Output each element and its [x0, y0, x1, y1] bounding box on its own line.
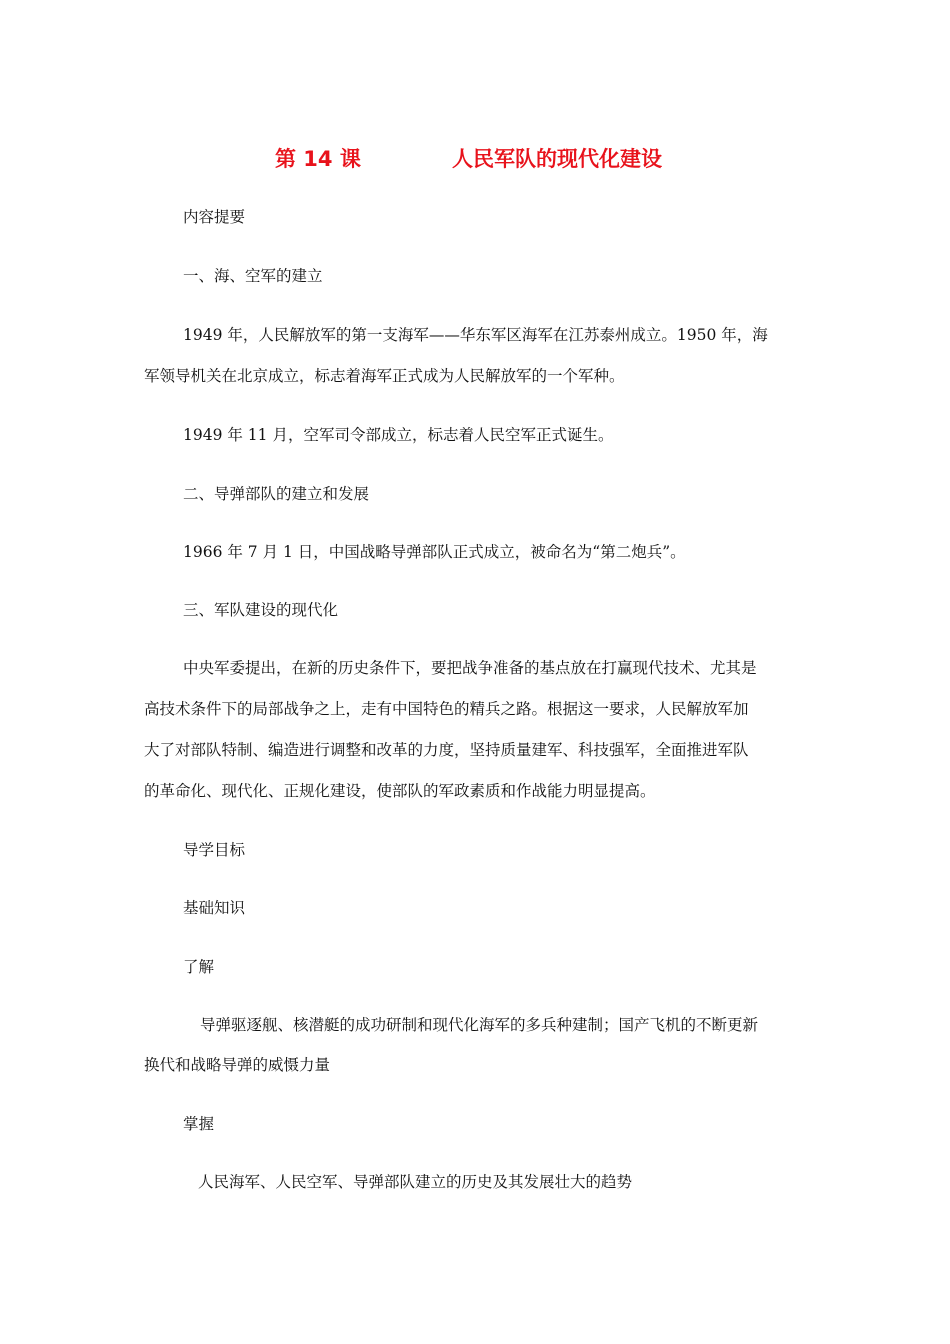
goals-heading: 导学目标 [183, 841, 246, 859]
understand-text-line-1: 导弹驱逐舰、核潜艇的成功研制和现代化海军的多兵种建制；国产飞机的不断更新 [200, 1016, 759, 1034]
lesson-number: 第 14 课 [275, 147, 361, 171]
section-3-paragraph-line-1: 中央军委提出，在新的历史条件下，要把战争准备的基点放在打赢现代技术、尤其是 [183, 659, 757, 677]
understand-text-line-2: 换代和战略导弹的威慑力量 [144, 1056, 331, 1074]
section-1-heading: 一、海、空军的建立 [183, 267, 323, 285]
basics-heading: 基础知识 [183, 899, 246, 917]
understand-heading: 了解 [183, 958, 215, 976]
lesson-name: 人民军队的现代化建设 [452, 147, 662, 171]
section-3-heading: 三、军队建设的现代化 [183, 601, 339, 619]
section-2-paragraph-1: 1966 年 7 月 1 日，中国战略导弹部队正式成立，被命名为“第二炮兵”。 [183, 543, 686, 561]
master-text: 人民海军、人民空军、导弹部队建立的历史及其发展壮大的趋势 [198, 1173, 633, 1191]
summary-heading: 内容提要 [183, 208, 246, 226]
section-2-heading: 二、导弹部队的建立和发展 [183, 485, 370, 503]
section-3-paragraph-line-2: 高技术条件下的局部战争之上，走有中国特色的精兵之路。根据这一要求，人民解放军加 [144, 700, 749, 718]
section-1-paragraph-1-line-1: 1949 年，人民解放军的第一支海军——华东军区海军在江苏泰州成立。1950 年，海 [183, 326, 768, 344]
master-heading: 掌握 [183, 1115, 215, 1133]
section-3-paragraph-line-4: 的革命化、现代化、正规化建设，使部队的军政素质和作战能力明显提高。 [144, 782, 656, 800]
section-3-paragraph-line-3: 大了对部队特制、编造进行调整和改革的力度，坚持质量建军、科技强军，全面推进军队 [144, 741, 749, 759]
section-1-paragraph-1-line-2: 军领导机关在北京成立，标志着海军正式成为人民解放军的一个军种。 [144, 367, 625, 385]
section-1-paragraph-2: 1949 年 11 月，空军司令部成立，标志着人民空军正式诞生。 [183, 426, 614, 444]
